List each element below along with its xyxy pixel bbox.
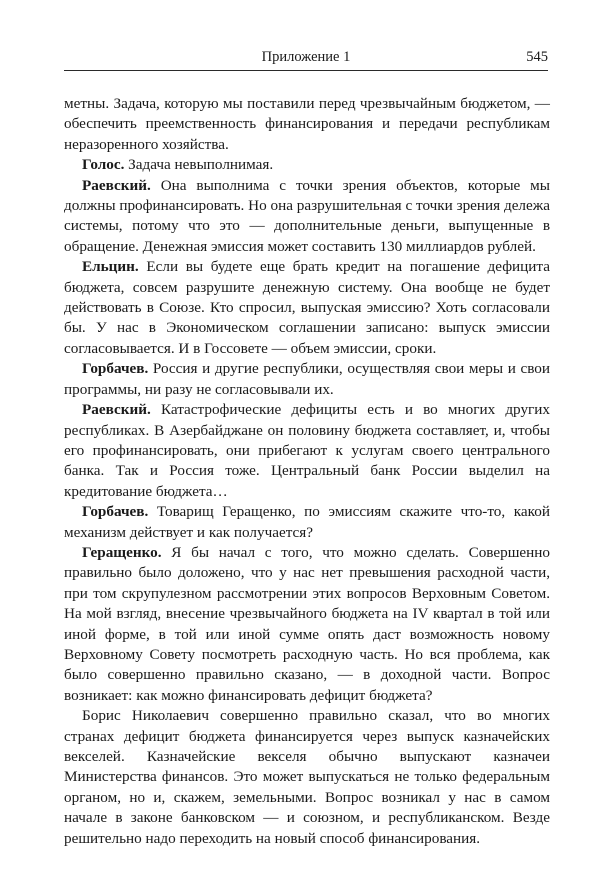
speaker-name: Раевский.: [82, 176, 151, 194]
paragraph-text: Если вы будете еще брать кредит на погашение дефицита бюджета, совсем разрушите денежную систему. Она вообще не будет действовать в Союзе. Кто спросил, выпуская эмиссию? Хоть согласовали бы. У нас в Экономическом соглашении записано: выпуск эмиссии согласовывается. И в Госсовете — объем эмиссии, сроки.: [64, 258, 550, 357]
speaker-name: Геращенко.: [82, 543, 162, 561]
speaker-name: Раевский.: [82, 401, 151, 419]
speaker-name: Ельцин.: [82, 258, 139, 276]
paragraph-text: Борис Николаевич совершенно правильно сказал, что во многих странах дефицит бюджета финансируется через выпуск казначейских векселей. Казначейские векселя обычно выпускают казначеи Министерства финансов. Это может выпускаться не только федеральным органом, но и, скажем, земельными. Вопрос возникал у нас в самом начале в законе банковском — и союзном, и республиканском. Везде решительно надо переходить на новый способ финансирования.: [64, 707, 550, 847]
paragraph-text: Она выполнима с точки зрения объектов, которые мы должны профинансировать. Но она разрушительная с точки зрения дележа системы, потому что это — дополнительные деньги, выпущенные в обращение. Денежная эмиссия может составить 130 миллиардов рублей.: [64, 176, 550, 255]
paragraph-2: [64, 155, 550, 175]
paragraph-1: [64, 94, 550, 155]
speaker-name: Горбачев.: [82, 503, 149, 521]
paragraph-text: Задача невыполнимая.: [124, 156, 274, 174]
paragraph-8: [64, 543, 550, 706]
paragraph-text: Катастрофические дефициты есть и во многих других республиках. В Азербайджане он половину бюджета составляет, и, чтобы его профинансировать, они прибегают к услугам своего центрального банка. Так и Россия тоже. Центральный банк России выделил на кредитование бюджета…: [64, 401, 550, 500]
paragraph-4: [64, 257, 550, 359]
paragraph-text: метны. Задача, которую мы поставили перед чрезвычайным бюджетом, — обеспечить преемственность финансирования и передачи республикам неразоренного хозяйства.: [64, 95, 550, 153]
speaker-name: Горбачев.: [82, 360, 149, 378]
running-header: [64, 48, 548, 71]
paragraph-text: Я бы начал с того, что можно сделать. Совершенно правильно было доложено, что у нас нет превышения расходной части, при том скрупулезном рассмотрении этих вопросов Верховным Советом. На мой взгляд, внесение чрезвычайного бюджета на IV квартал в той или иной форме, в той или иной сумме опять даст возможность новому Верховному Совету посмотреть расходную часть. Но вся проблема, как было совершенно правильно сказано, — в доходной части. Вопрос возникает: как можно финансировать дефицит бюджета?: [64, 543, 550, 704]
paragraph-5: [64, 359, 550, 400]
page-body: [64, 94, 550, 849]
paragraph-3: [64, 176, 550, 258]
paragraph-text: Россия и другие республики, осуществляя свои меры и свои программы, ни разу не согласовывали их.: [64, 360, 550, 398]
header-title: Приложение 1: [261, 49, 351, 65]
speaker-name: Голос.: [82, 156, 125, 174]
page-number: 545: [526, 49, 548, 65]
paragraph-6: [64, 400, 550, 502]
paragraph-text: Товарищ Геращенко, по эмиссиям скажите что-то, какой механизм действует и как получается?: [64, 503, 550, 541]
paragraph-9: [64, 706, 550, 849]
paragraph-7: [64, 502, 550, 543]
